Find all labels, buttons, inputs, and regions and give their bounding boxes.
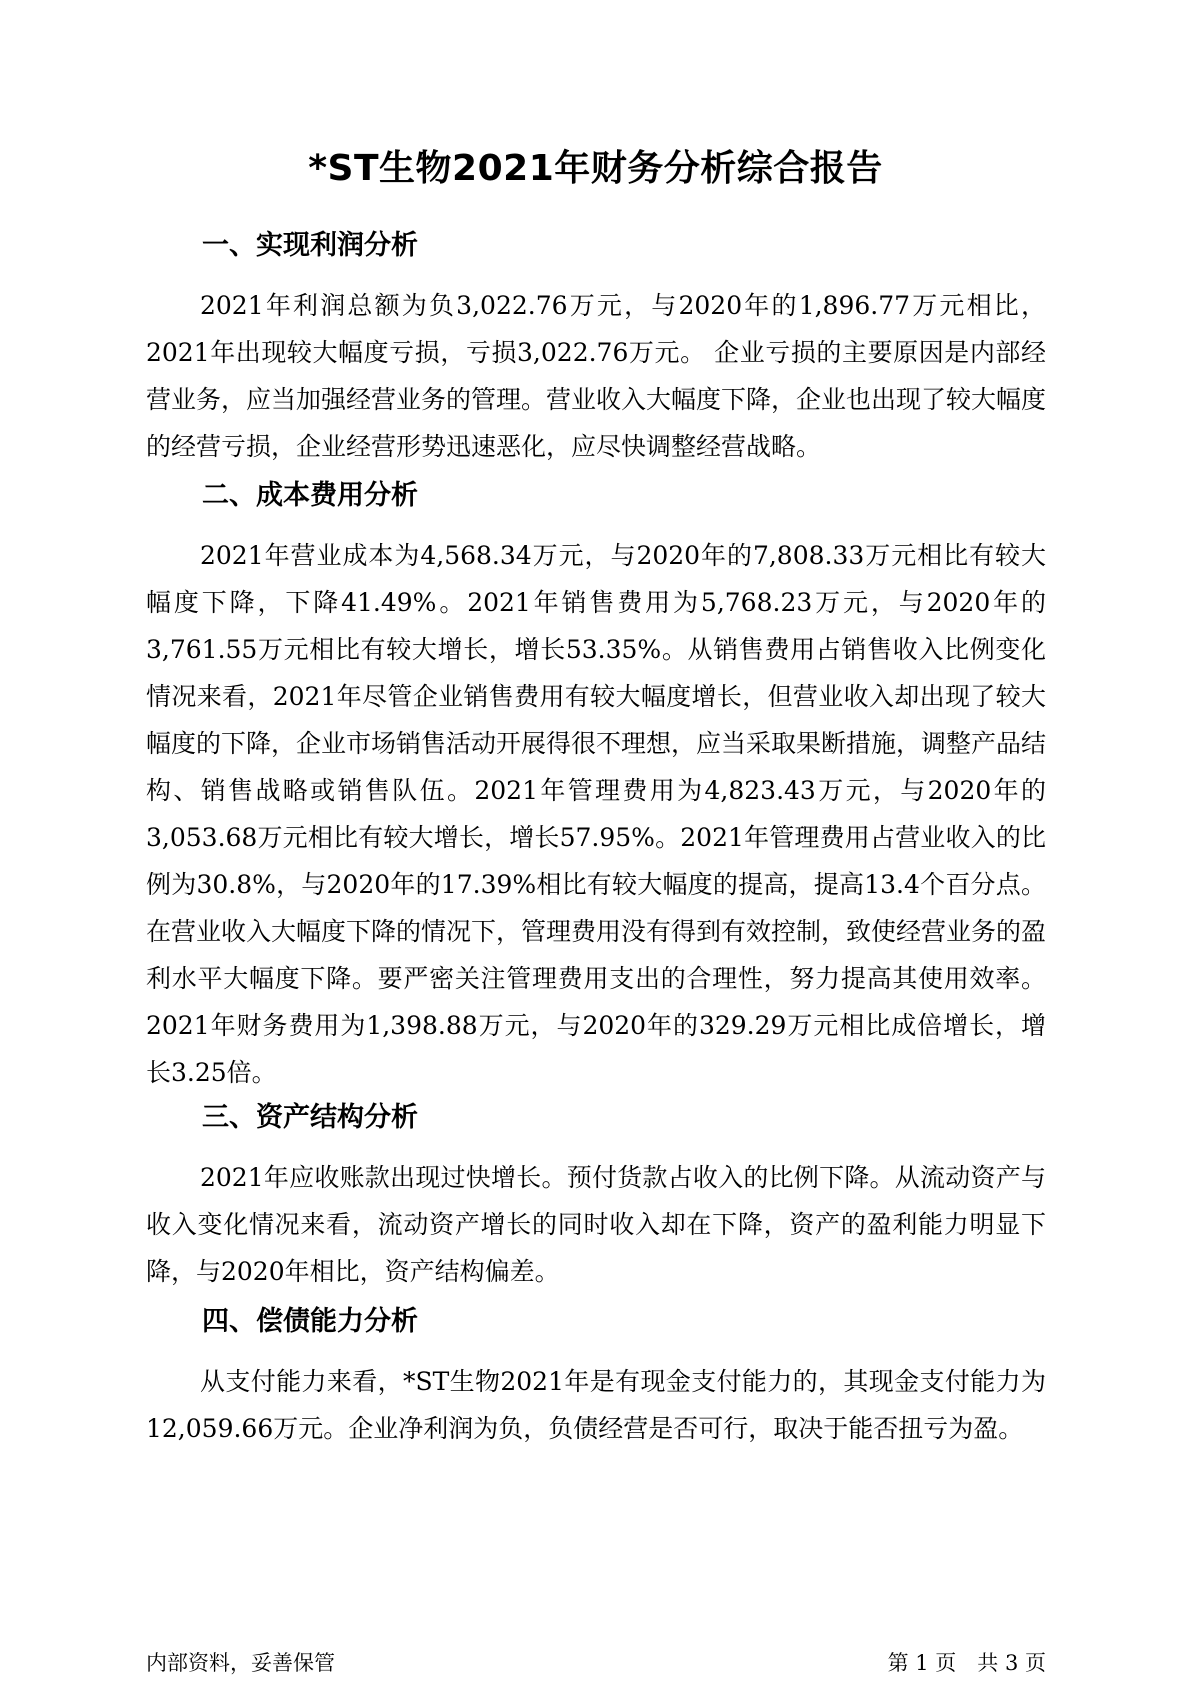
- section-heading: 三、资产结构分析: [202, 1102, 418, 1133]
- section-heading: 一、实现利润分析: [202, 230, 418, 261]
- section-cost-analysis: [146, 478, 1046, 1096]
- section-paragraph: 从支付能力来看，*ST生物2021年是有现金支付能力的，其现金支付能力为12,059.66万元。企业净利润为负，负债经营是否可行，取决于能否扭亏为盈。: [146, 1367, 1046, 1443]
- section-asset-structure-analysis: [146, 1100, 1046, 1295]
- footer-page-number: 第 1 页 共 3 页: [887, 1651, 1046, 1675]
- section-solvency-analysis: [146, 1304, 1046, 1452]
- section-paragraph: 2021年利润总额为负3,022.76万元，与2020年的1,896.77万元相比，2021年出现较大幅度亏损，亏损3,022.76万元。 企业亏损的主要原因是内部经营业务，应当加强经营业务的管理。营业收入大幅度下降，企业也出现了较大幅度的经营亏损，企业经营形势迅速恶化，应尽快调整经营战略。: [146, 291, 1047, 461]
- section-paragraph: 2021年应收账款出现过快增长。预付货款占收入的比例下降。从流动资产与收入变化情况来看，流动资产增长的同时收入却在下降，资产的盈利能力明显下降，与2020年相比，资产结构偏差。: [146, 1163, 1046, 1286]
- section-profit-analysis: [146, 228, 1046, 470]
- section-heading: 四、偿债能力分析: [202, 1306, 418, 1337]
- footer-confidential-note: 内部资料，妥善保管: [146, 1651, 335, 1675]
- section-paragraph: 2021年营业成本为4,568.34万元，与2020年的7,808.33万元相比有较大幅度下降，下降41.49%。2021年销售费用为5,768.23万元，与2020年的3,761.55万元相比有较大增长，增长53.35%。从销售费用占销售收入比例变化情况来看，2021年尽管企业销售费用有较大幅度增长，但营业收入却出现了较大幅度的下降，企业市场销售活动开展得很不理想，应当采取果断措施，调整产品结构、销售战略或销售队伍。2021年管理费用为4,823.43万元，与2020年的3,053.68万元相比有较大增长，增长57.95%。2021年管理费用占营业收入的比例为30.8%，与2020年的17.39%相比有较大幅度的提高，提高13.4个百分点。在营业收入大幅度下降的情况下，管理费用没有得到有效控制，致使经营业务的盈利水平大幅度下降。要严密关注管理费用支出的合理性，努力提高其使用效率。2021年财务费用为1,398.88万元，与2020年的329.29万元相比成倍增长，增长3.25倍。: [146, 541, 1047, 1087]
- document-title: *ST生物2021年财务分析综合报告: [308, 148, 883, 189]
- section-heading: 二、成本费用分析: [202, 480, 418, 511]
